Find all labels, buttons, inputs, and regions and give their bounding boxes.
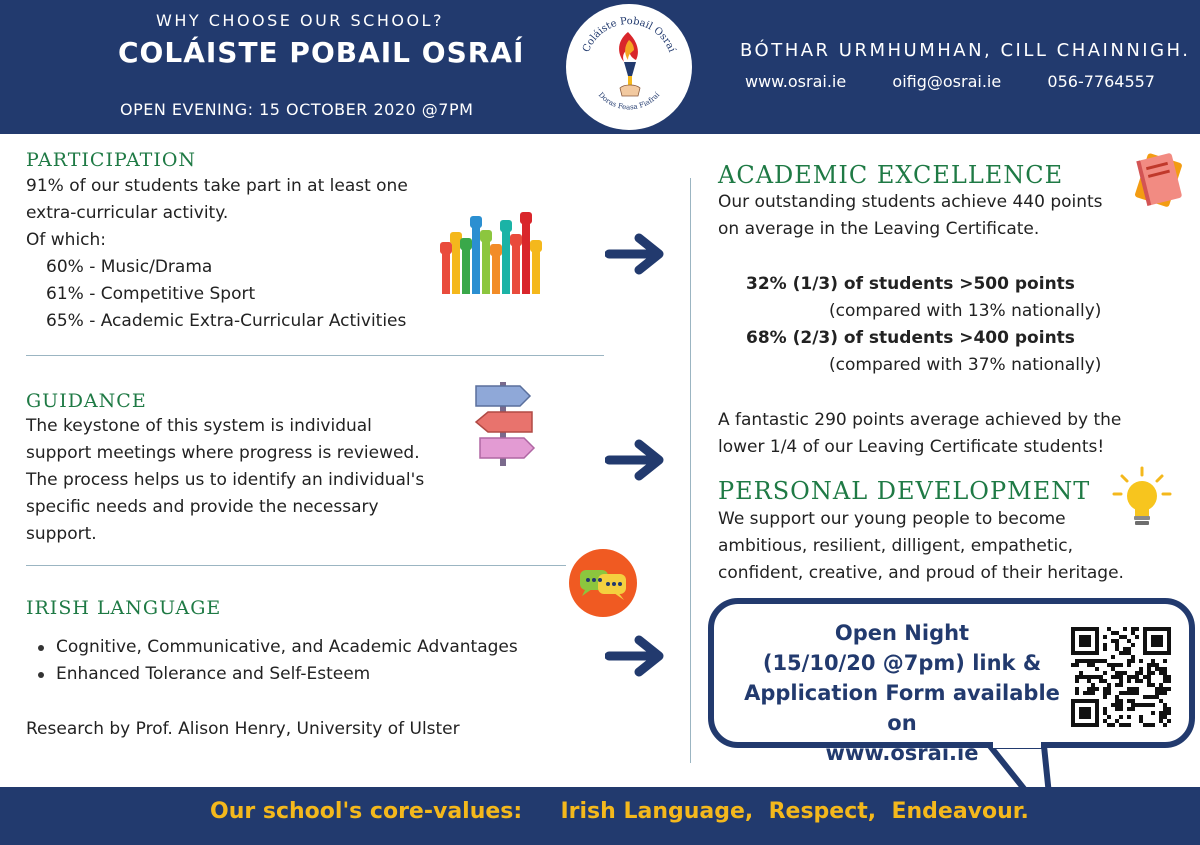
guidance-line: The process helps us to identify an individual's — [26, 470, 425, 490]
participation-line-3: Of which: — [26, 230, 107, 250]
list-item: Cognitive, Communicative, and Academic Advantages — [34, 634, 518, 661]
column-divider — [690, 178, 691, 763]
research-credit: Research by Prof. Alison Henry, University of Ulster — [26, 719, 460, 739]
stat-500-compare: (compared with 13% nationally) — [829, 301, 1102, 321]
personal-line: We support our young people to become — [718, 509, 1066, 529]
arrow-right-icon — [605, 437, 671, 483]
school-name: COLÁISTE POBAIL OSRAÍ — [118, 36, 525, 69]
raised-hands-icon — [438, 208, 548, 294]
contact-row — [745, 72, 1155, 91]
callout-link[interactable]: www.osrai.ie — [825, 741, 979, 765]
header-subtitle: WHY CHOOSE OUR SCHOOL? — [156, 11, 444, 30]
guidance-line: specific needs and provide the necessary — [26, 497, 379, 517]
stat-400-points: 68% (2/3) of students >400 points — [746, 328, 1075, 348]
participation-heading: PARTICIPATION — [26, 149, 197, 171]
section-divider — [26, 355, 604, 356]
personal-heading: PERSONAL DEVELOPMENT — [718, 477, 1091, 505]
stat-400-compare: (compared with 37% nationally) — [829, 355, 1102, 375]
guidance-line: support. — [26, 524, 97, 544]
academic-lower-quartile — [718, 407, 1121, 461]
signpost-icon — [470, 378, 538, 466]
open-evening-date: OPEN EVENING: 15 OCTOBER 2020 @7PM — [120, 100, 474, 119]
participation-line-1: 91% of our students take part in at least one — [26, 176, 408, 196]
torch-logo-icon — [566, 4, 692, 130]
arrow-right-icon — [605, 231, 671, 277]
email-link[interactable]: oifig@osrai.ie — [892, 72, 1002, 91]
notebooks-icon — [1130, 150, 1192, 214]
academic-line: Our outstanding students achieve 440 points — [718, 192, 1103, 212]
participation-text — [26, 173, 408, 335]
participation-line-2: extra-curricular activity. — [26, 203, 229, 223]
chat-bubbles-icon — [568, 548, 638, 618]
academic-line: on average in the Leaving Certificate. — [718, 219, 1040, 239]
guidance-text — [26, 413, 424, 548]
section-divider — [26, 565, 566, 566]
callout-line: (15/10/20 @7pm) link & — [762, 651, 1042, 675]
irish-language-list — [34, 634, 518, 688]
guidance-line: support meetings where progress is reviewed. — [26, 443, 420, 463]
svg-text:Coláiste Pobail Osraí: Coláiste Pobail Osraí — [580, 15, 678, 54]
participation-item: 61% - Competitive Sport — [46, 284, 256, 304]
irish-language-heading: IRISH LANGUAGE — [26, 597, 222, 619]
guidance-heading: GUIDANCE — [26, 390, 147, 412]
guidance-line: The keystone of this system is individual — [26, 416, 372, 436]
stat-500-points: 32% (1/3) of students >500 points — [746, 274, 1075, 294]
arrow-right-icon — [605, 633, 671, 679]
academic-line: A fantastic 290 points average achieved by the — [718, 410, 1122, 430]
list-item: Enhanced Tolerance and Self-Esteem — [34, 661, 518, 688]
core-values: Our school's core-values: Irish Language, Respect, Endeavour. — [210, 799, 1029, 824]
header-banner — [0, 0, 1200, 134]
school-logo — [566, 4, 692, 130]
svg-text:Doras Feasa Fiafraí: Doras Feasa Fiafraí — [596, 90, 662, 112]
personal-text — [718, 506, 1124, 587]
academic-intro — [718, 189, 1103, 243]
personal-line: confident, creative, and proud of their heritage. — [718, 563, 1124, 583]
phone-number[interactable]: 056-7764557 — [1047, 72, 1155, 91]
lightbulb-icon — [1112, 466, 1172, 530]
academic-line: lower 1/4 of our Leaving Certificate students! — [718, 437, 1105, 457]
participation-item: 60% - Music/Drama — [46, 257, 213, 277]
school-address: BÓTHAR URMHUMHAN, CILL CHAINNIGH. — [740, 40, 1191, 61]
callout-line: Application Form available on — [744, 681, 1060, 735]
academic-heading: ACADEMIC EXCELLENCE — [718, 161, 1064, 189]
website-link[interactable]: www.osrai.ie — [745, 72, 847, 91]
personal-line: ambitious, resilient, dilligent, empathetic, — [718, 536, 1073, 556]
footer-banner — [0, 787, 1200, 845]
qr-code-icon[interactable] — [1071, 627, 1171, 727]
callout-line: Open Night — [834, 621, 970, 645]
participation-item: 65% - Academic Extra-Curricular Activities — [46, 311, 407, 331]
